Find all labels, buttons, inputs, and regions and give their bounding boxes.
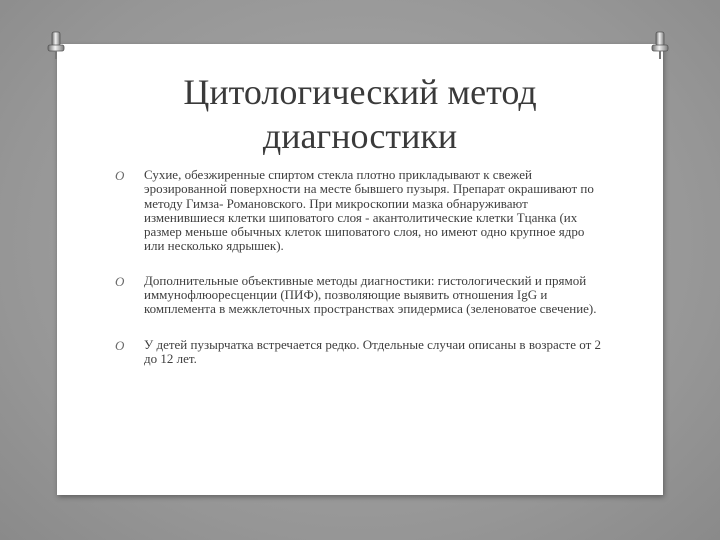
pushpin-icon [648,30,672,60]
bullet-marker-icon: O [115,168,125,183]
bullet-list [115,168,605,366]
bullet-text: Сухие, обезжиренные спиртом стекла плотно прикладывают к свежей эрозированной поверхности на месте бывшего пузыря. Препарат окрашивают по методу Гимза- Романовского. При микроскопии мазка обнаруживают изменившиеся клетки шиповатого слоя - акантолитические клетки Тцанка (их размер меньше обычных клеток шиповатого слоя, но имеют одно крупное ядро или несколько ядрышек). [144,167,594,254]
slide-title [100,70,620,158]
pushpin-icon [44,30,68,60]
slide-title-line-1: Цитологический метод [183,72,537,112]
bullet-marker-icon: O [115,273,125,289]
bullet-text: У детей пузырчатка встречается редко. Отдельные случаи описаны в возрасте от 2 до 12 лет. [144,336,602,366]
bullet-item [115,168,605,254]
bullet-item [115,338,605,367]
bullet-item [115,274,605,317]
slide-title-line-2: диагностики [262,116,458,156]
bullet-text: Дополнительные объективные методы диагностики: гистологический и прямой иммунофлюоресценции (ПИФ), позволяющие выявить отношения IgG и комплемента в межклеточных пространствах эпидермиса (зеленоватое свечение). [144,272,597,317]
bullet-marker-icon: O [115,337,125,353]
